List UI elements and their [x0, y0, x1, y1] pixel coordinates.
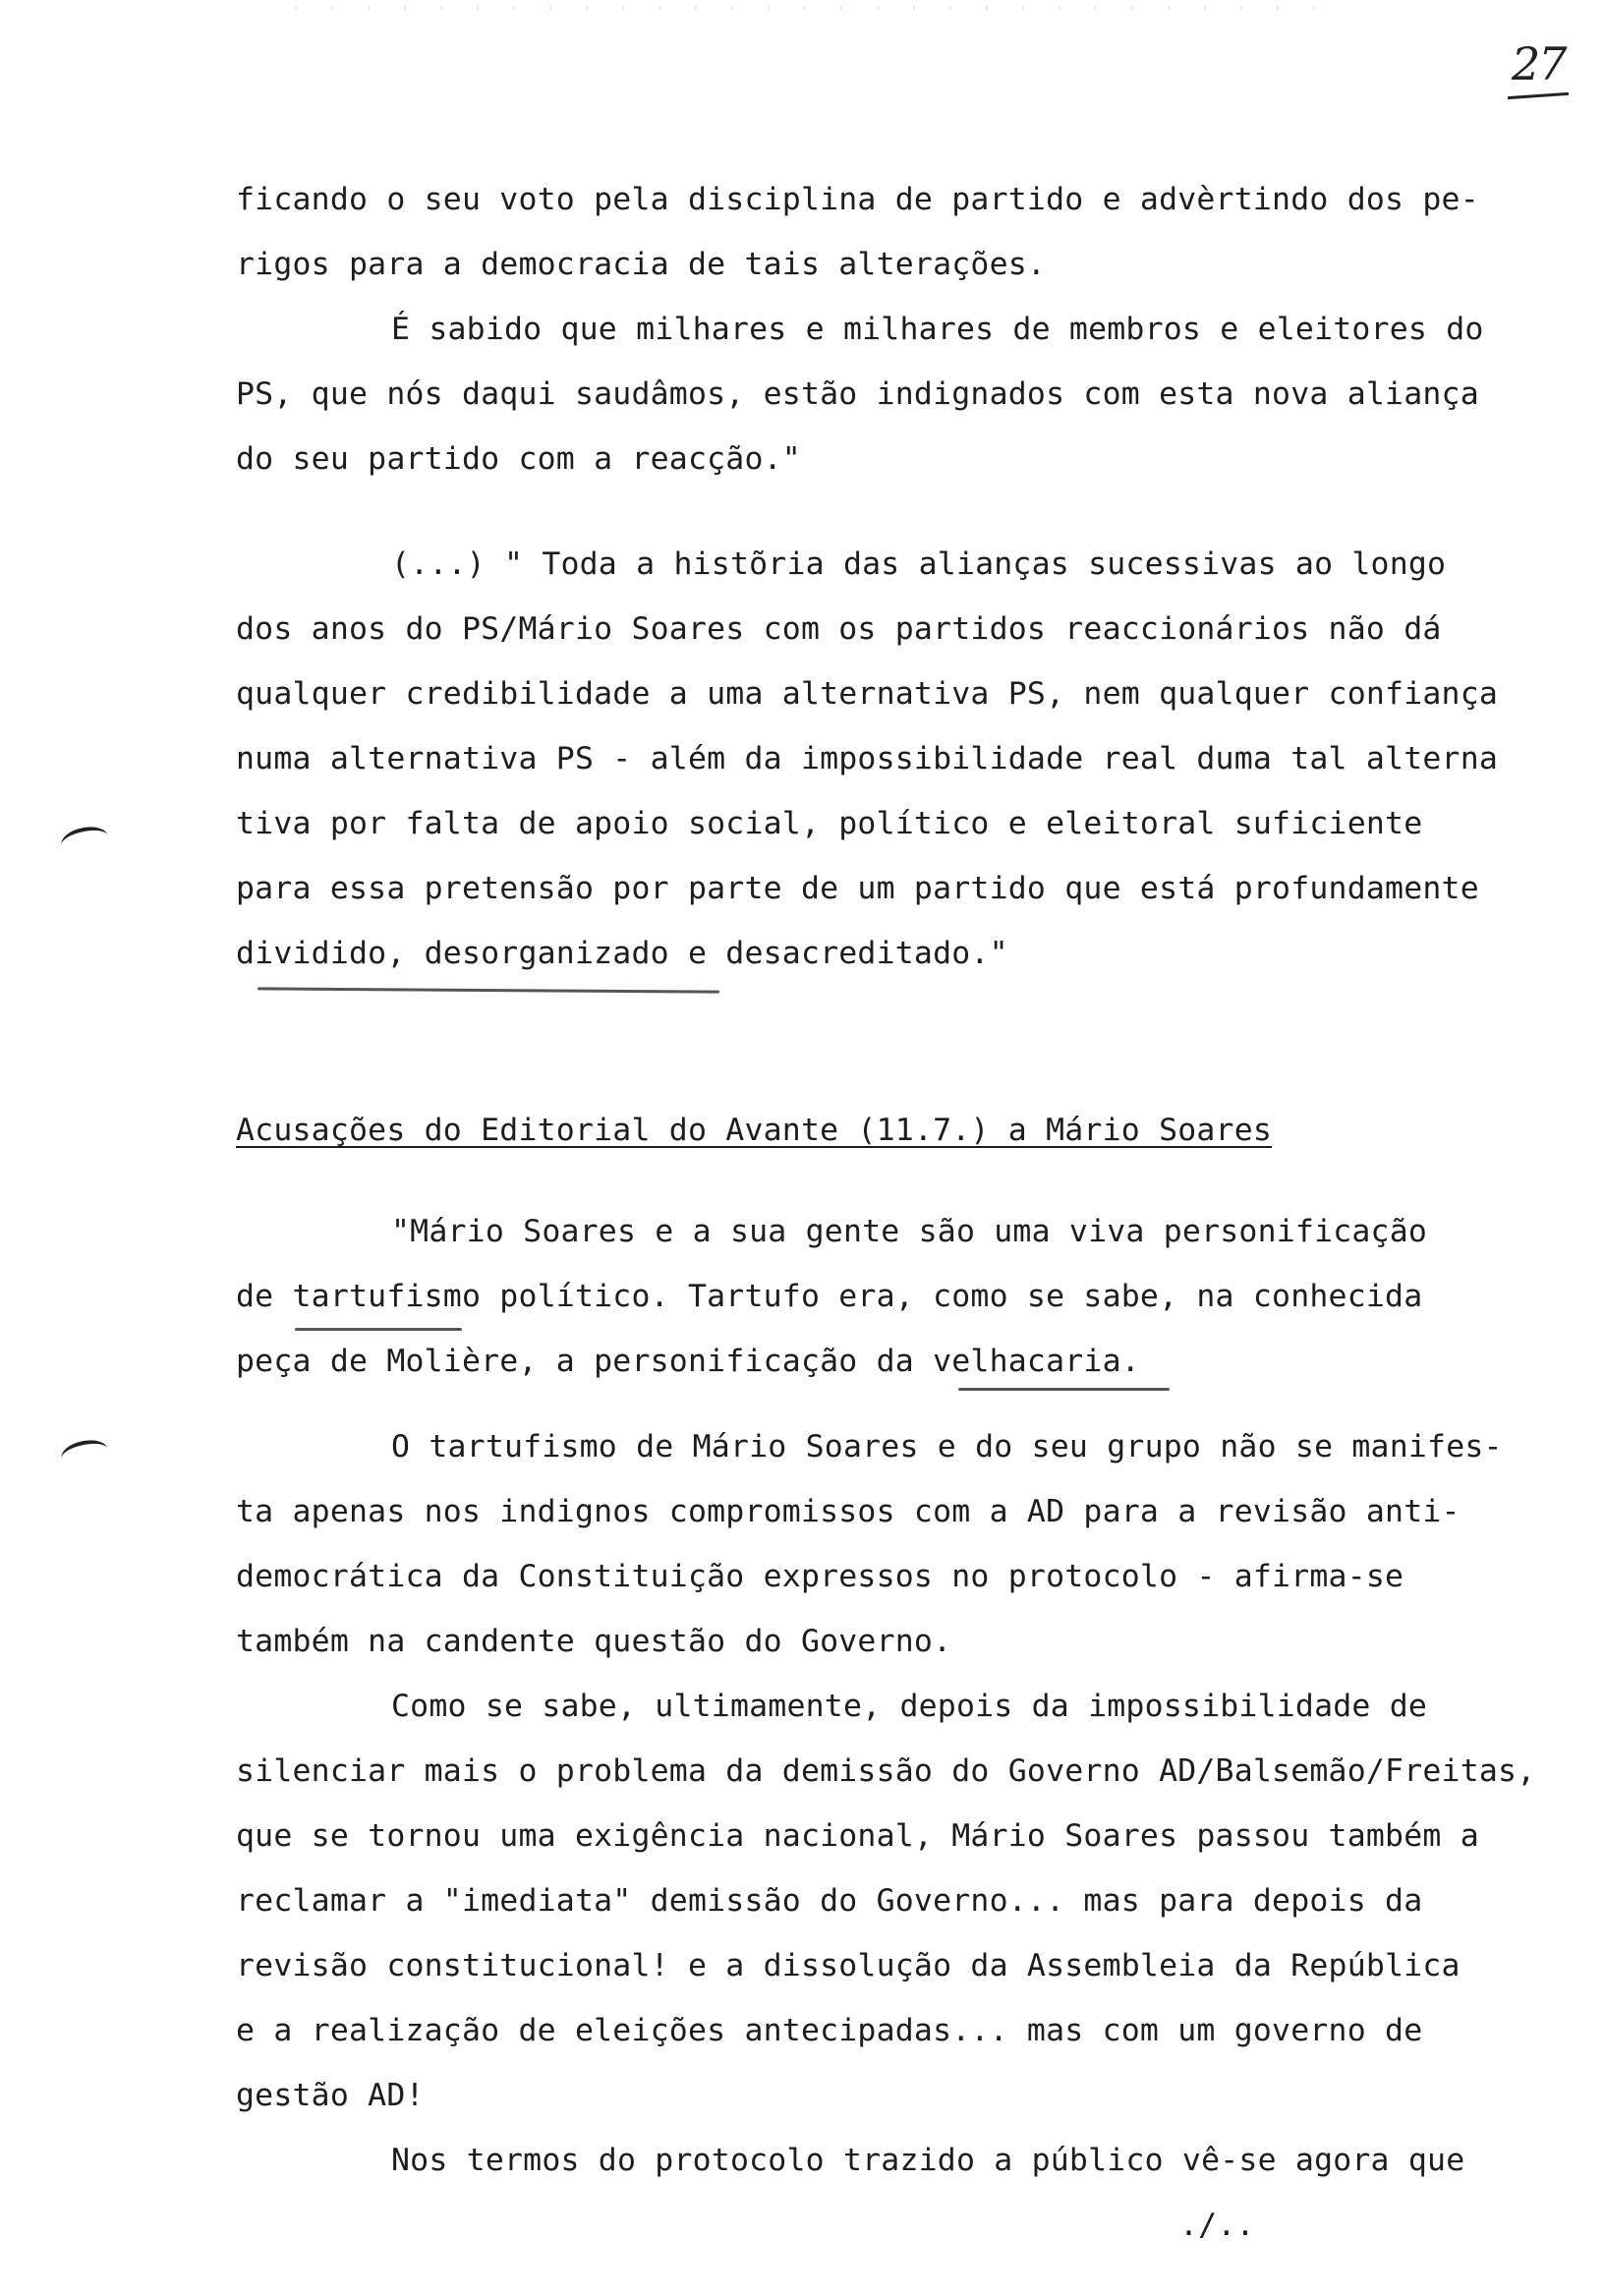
text-line: revisão constitucional! e a dissolução da Assembleia da República — [236, 1948, 1461, 1983]
text-line: gestão AD! — [236, 2078, 425, 2113]
text-line: e a realização de eleições antecipadas... mas com um governo de — [236, 2013, 1423, 2048]
quote-line: (...) " Toda a histõria das alianças sucessivas ao longo — [391, 546, 1447, 582]
quote-line: tiva por falta de apoio social, político e eleitoral suficiente — [236, 806, 1423, 841]
section-heading: Acusações do Editorial do Avante (11.7.) a Mário Soares — [236, 1113, 1273, 1148]
text-line: também na candente questão do Governo. — [236, 1624, 952, 1659]
text-line: democrática da Constituição expressos no protocolo - afirma-se — [236, 1559, 1404, 1594]
page-number: 27 — [1512, 37, 1566, 90]
text-line: ficando o seu voto pela disciplina de partido e advèrtindo dos pe- — [236, 182, 1479, 217]
text-line: de tartufismo político. Tartufo era, como se sabe, na conhecida — [236, 1279, 1423, 1314]
text-line: PS, que nós daqui saudâmos, estão indignados com esta nova aliança — [236, 376, 1479, 412]
text-line: silenciar mais o problema da demissão do Governo AD/Balsemão/Freitas, — [236, 1753, 1536, 1789]
continuation-mark: ./.. — [1179, 2208, 1255, 2243]
page-number-underline — [1508, 92, 1569, 99]
margin-mark — [59, 1436, 110, 1470]
text-line: peça de Molière, a personificação da velhacaria. — [236, 1344, 1140, 1379]
quote-line: dos anos do PS/Mário Soares com os partidos reaccionários não dá — [236, 611, 1442, 647]
text-line: do seu partido com a reacção." — [236, 441, 801, 477]
quote-line: dividido, desorganizado e desacreditado." — [236, 936, 1008, 971]
margin-mark — [59, 823, 110, 857]
scan-noise — [295, 6, 1327, 10]
handwritten-underline — [958, 1388, 1170, 1391]
text-line: "Mário Soares e a sua gente são uma viva personificação — [391, 1214, 1428, 1249]
handwritten-underline — [295, 1328, 462, 1331]
quote-line: numa alternativa PS - além da impossibilidade real duma tal alterna — [236, 741, 1499, 776]
text-line: Nos termos do protocolo trazido a público vê-se agora que — [391, 2143, 1465, 2178]
text-line: rigos para a democracia de tais alterações. — [236, 247, 1047, 282]
text-line: Como se sabe, ultimamente, depois da impossibilidade de — [391, 1689, 1428, 1724]
text-line: reclamar a "imediata" demissão do Governo... mas para depois da — [236, 1883, 1423, 1919]
text-line: que se tornou uma exigência nacional, Mário Soares passou também a — [236, 1818, 1479, 1854]
text-line: ta apenas nos indignos compromissos com a AD para a revisão anti- — [236, 1494, 1461, 1529]
handwritten-underline — [258, 987, 719, 993]
quote-line: qualquer credibilidade a uma alternativa PS, nem qualquer confiança — [236, 676, 1499, 712]
quote-line: para essa pretensão por parte de um partido que está profundamente — [236, 871, 1479, 906]
text-line: O tartufismo de Mário Soares e do seu grupo não se manifes- — [391, 1429, 1503, 1464]
text-line: É sabido que milhares e milhares de membros e eleitores do — [391, 312, 1484, 347]
